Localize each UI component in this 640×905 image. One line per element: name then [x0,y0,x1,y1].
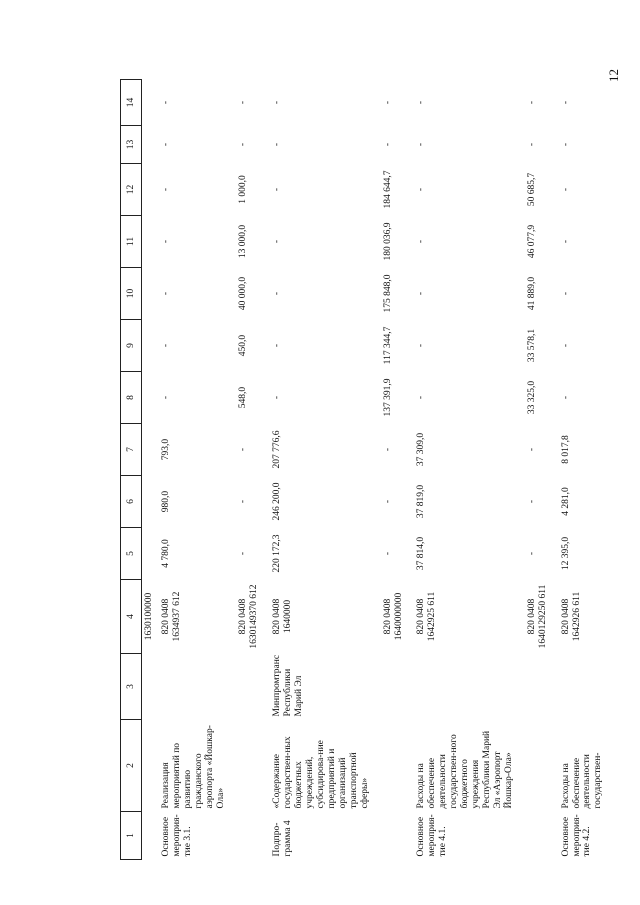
table-row [521,80,555,860]
value-cell: - [416,187,427,192]
value-cell: 450,0 [238,334,249,357]
header-cell: 8 [121,372,142,424]
value-cell: - [160,142,171,147]
table-row [142,80,155,860]
value-cell: - [526,100,537,105]
value-cell: 180 036,9 [382,222,393,261]
value-cell: 33 578,1 [526,328,537,363]
activity-cell [377,812,411,860]
value-cell: 246 200,0 [272,482,283,521]
budget-code: 820 0408 1634937 612 [160,591,182,642]
budget-code: 820 0408 1630149370 612 [238,584,260,649]
value-cell: 50 685,7 [526,172,537,207]
value-cell: 220 172,3 [272,534,283,573]
value-cell: - [272,187,283,192]
value-cell: - [526,499,537,504]
value-cell: - [238,447,249,452]
executor-cell [555,654,611,720]
value-cell: - [160,291,171,296]
value-cell: 40 000,0 [238,276,249,311]
value-cell: - [416,100,427,105]
value-cell: - [238,100,249,105]
value-cell: 37 814,0 [416,536,427,571]
value-cell: - [238,142,249,147]
value-cell: - [526,551,537,556]
header-cell: 10 [121,268,142,320]
value-cell: - [272,343,283,348]
value-cell: 13 000,0 [238,224,249,259]
header-cell: 14 [121,80,142,126]
value-cell: 46 077,9 [526,224,537,259]
value-cell: - [560,100,571,105]
executor-cell [232,654,266,720]
table-row [155,80,233,860]
executor-cell [377,654,411,720]
value-cell: - [560,291,571,296]
value-cell: - [416,291,427,296]
value-cell: 980,0 [160,490,171,513]
header-cell: 11 [121,216,142,268]
value-cell: - [526,142,537,147]
value-cell: - [382,551,393,556]
header-cell: 3 [121,654,142,720]
header-cell: 5 [121,528,142,580]
value-cell: 8 017,8 [560,435,571,464]
value-cell: - [382,100,393,105]
value-cell: - [416,142,427,147]
value-cell: - [382,142,393,147]
header-cell: 6 [121,476,142,528]
value-cell: - [272,291,283,296]
header-cell: 2 [121,720,142,812]
value-cell: - [238,499,249,504]
value-cell: - [382,499,393,504]
budget-code: 820 0408 1640000 [272,598,294,635]
header-cell: 7 [121,424,142,476]
table-row [410,80,520,860]
budget-code: 1630100000 [144,592,154,641]
value-cell: - [526,447,537,452]
value-cell: 548,0 [238,386,249,409]
executor-cell [155,654,233,720]
activity-cell: Основное мероприя-тие 3.1. [160,814,193,857]
budget-code: 820 0408 1640129250 611 [526,584,548,649]
value-cell: 137 391,9 [382,378,393,417]
table-row [266,80,376,860]
value-cell: 4 780,0 [160,539,171,568]
description-cell: Расходы на обеспечение деятельности государствен-ного бюджетного учреждения Республики Марий Эл «Аэропорт Йошкар-Ола» [416,730,514,809]
description-cell: «Содержание государствен-ных бюджетных учреждений, субсидирова-ние предприятий и организаций транспортной сферы» [272,736,370,809]
header-cell: 13 [121,126,142,164]
rotated-table-wrapper [120,80,630,860]
value-cell: 37 309,0 [416,432,427,467]
description-cell [377,720,411,812]
header-cell: 4 [121,580,142,654]
value-cell: - [416,395,427,400]
value-cell: - [560,239,571,244]
activity-cell: Подпро-грамма 4 [272,820,294,857]
value-cell: 117 344,7 [382,326,393,365]
header-cell: 1 [121,812,142,860]
activity-cell [232,812,266,860]
value-cell: 41 889,0 [526,276,537,311]
activity-cell: Основное мероприя-тие 4.2. [560,814,593,857]
value-cell: 793,0 [160,438,171,461]
budget-code: 820 0408 1642926 611 [560,591,582,642]
value-cell: 207 776,6 [272,430,283,469]
page-number: 12 [606,69,621,82]
table-row [232,80,266,860]
value-cell: - [160,100,171,105]
value-cell: 4 281,0 [560,487,571,516]
value-cell: - [560,142,571,147]
value-cell: - [160,187,171,192]
table-row [377,80,411,860]
description-cell [232,720,266,812]
activity-cell: Основное мероприя-тие 4.1. [416,814,449,857]
value-cell: 1 000,0 [238,175,249,204]
value-cell: - [160,395,171,400]
budget-code: 820 0408 1642925 611 [416,591,438,642]
value-cell: - [272,395,283,400]
executor-cell [521,654,555,720]
value-cell: - [560,395,571,400]
value-cell: - [382,447,393,452]
value-cell: 33 325,0 [526,380,537,415]
table-header-row [121,80,142,860]
value-cell: - [272,239,283,244]
value-cell: 184 644,7 [382,170,393,209]
description-cell [521,720,555,812]
value-cell: - [272,142,283,147]
activity-cell [521,812,555,860]
value-cell: - [272,100,283,105]
executor-cell [410,654,520,720]
executor-cell: Минпромтранс Республики Марий Эл [272,654,305,717]
header-cell: 12 [121,164,142,216]
description-cell: Реализация мероприятий по развитию гражданского аэропорта «Йошкар-Ола» [160,725,226,809]
value-cell: - [416,239,427,244]
value-cell: - [160,343,171,348]
value-cell: - [560,343,571,348]
value-cell: - [238,551,249,556]
value-cell: 12 395,0 [560,536,571,571]
budget-table [120,79,610,860]
value-cell: - [160,239,171,244]
description-cell: Расходы на обеспечение деятельности государствен- [560,752,604,809]
value-cell: - [560,187,571,192]
header-cell: 9 [121,320,142,372]
budget-code: 820 0408 1640000000 [382,592,404,641]
value-cell: 37 819,0 [416,484,427,519]
value-cell: 175 848,0 [382,274,393,313]
value-cell: - [416,343,427,348]
table-row [555,80,611,860]
